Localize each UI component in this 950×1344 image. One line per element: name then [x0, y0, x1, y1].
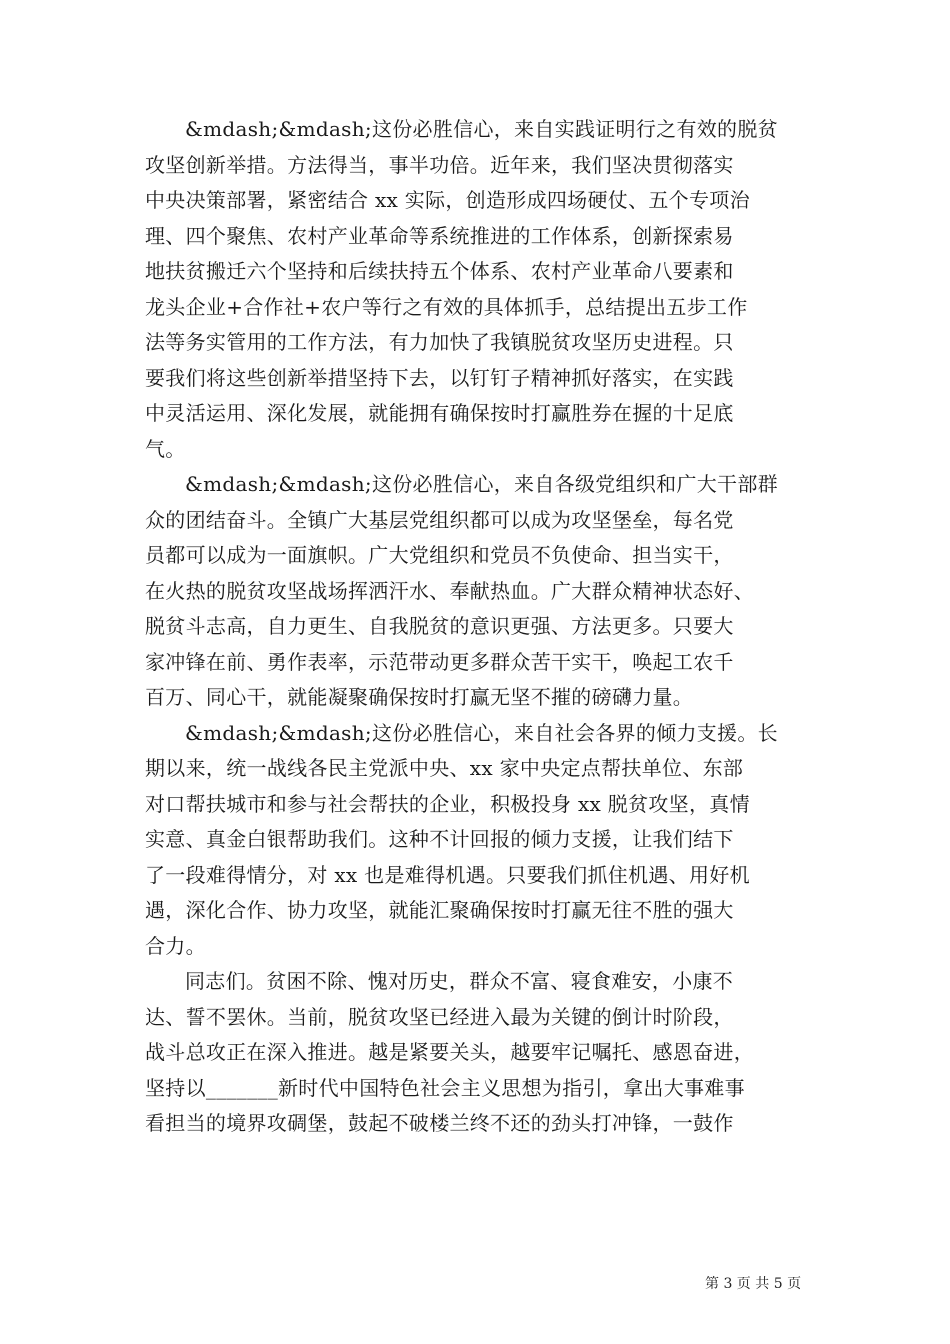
- text-line: 百万、同心干，就能凝聚确保按时打赢无坚不摧的磅礴力量。: [145, 685, 694, 709]
- text-line: 期以来，统一战线各民主党派中央、xx 家中央定点帮扶单位、东部: [145, 756, 744, 780]
- page-number: 第 3 页 共 5 页: [705, 1276, 802, 1292]
- text-line: 脱贫斗志高，自力更生、自我脱贫的意识更强、方法更多。只要大: [145, 614, 734, 638]
- text-line: 气。: [145, 436, 186, 461]
- text-line: 众的团结奋斗。全镇广大基层党组织都可以成为攻坚堡垒，每名党: [145, 507, 734, 532]
- text-line: 家冲锋在前、勇作表率，示范带动更多群众苦干实干，唤起工农千: [145, 649, 734, 674]
- text-line: 合力。: [145, 933, 206, 958]
- text-line: 看担当的境界攻碉堡，鼓起不破楼兰终不还的劲头打冲锋，一鼓作: [145, 1111, 734, 1135]
- text-line: &mdash;&mdash;这份必胜信心，来自社会各界的倾力支援。长: [185, 720, 778, 745]
- text-line: 遇，深化合作、协力攻坚，就能汇聚确保按时打赢无往不胜的强大: [145, 898, 734, 922]
- text-line: 了一段难得情分，对 xx 也是难得机遇。只要我们抓住机遇、用好机: [145, 862, 750, 887]
- text-line: 中灵活运用、深化发展，就能拥有确保按时打赢胜券在握的十足底: [145, 401, 734, 425]
- text-line: 达、誓不罢休。当前，脱贫攻坚已经进入最为关键的倒计时阶段，: [145, 1004, 734, 1029]
- text-line: 地扶贫搬迁六个坚持和后续扶持五个体系、农村产业革命八要素和: [145, 259, 734, 283]
- text-line: 要我们将这些创新举措坚持下去，以钉钉子精神抓好落实，在实践: [145, 365, 734, 390]
- text-line: &mdash;&mdash;这份必胜信心，来自各级党组织和广大干部群: [185, 472, 778, 496]
- paragraph-2: [145, 467, 813, 716]
- text-line: 在火热的脱贫攻坚战场挥洒汗水、奉献热血。广大群众精神状态好、: [145, 578, 754, 603]
- text-line: 中央决策部署，紧密结合 xx 实际，创造形成四场硬仗、五个专项治: [145, 188, 750, 212]
- paragraph-4: [145, 964, 813, 1142]
- text-line: 实意、真金白银帮助我们。这种不计回报的倾力支援，让我们结下: [145, 827, 734, 851]
- text-line: 理、四个聚焦、农村产业革命等系统推进的工作体系，创新探索易: [145, 223, 734, 248]
- text-line: 坚持以_______新时代中国特色社会主义思想为指引，拿出大事难事: [145, 1075, 745, 1100]
- text-line: 对口帮扶城市和参与社会帮扶的企业，积极投身 xx 脱贫攻坚，真情: [145, 791, 750, 816]
- text-line: 法等务实管用的工作方法，有力加快了我镇脱贫攻坚历史进程。只: [145, 330, 734, 354]
- text-line: 同志们。贫困不除、愧对历史，群众不富、寝食难安，小康不: [185, 969, 734, 993]
- text-line: 员都可以成为一面旗帜。广大党组织和党员不负使命、担当实干，: [145, 543, 734, 567]
- paragraph-3: [145, 716, 813, 965]
- text-line: 龙头企业+合作社+农户等行之有效的具体抓手，总结提出五步工作: [145, 294, 748, 319]
- text-line: &mdash;&mdash;这份必胜信心，来自实践证明行之有效的脱贫: [185, 117, 778, 141]
- text-line: 攻坚创新举措。方法得当，事半功倍。近年来，我们坚决贯彻落实: [145, 152, 734, 177]
- text-line: 战斗总攻正在深入推进。越是紧要关头，越要牢记嘱托、感恩奋进，: [145, 1040, 754, 1064]
- document-body: [145, 112, 813, 1142]
- paragraph-1: [145, 112, 813, 467]
